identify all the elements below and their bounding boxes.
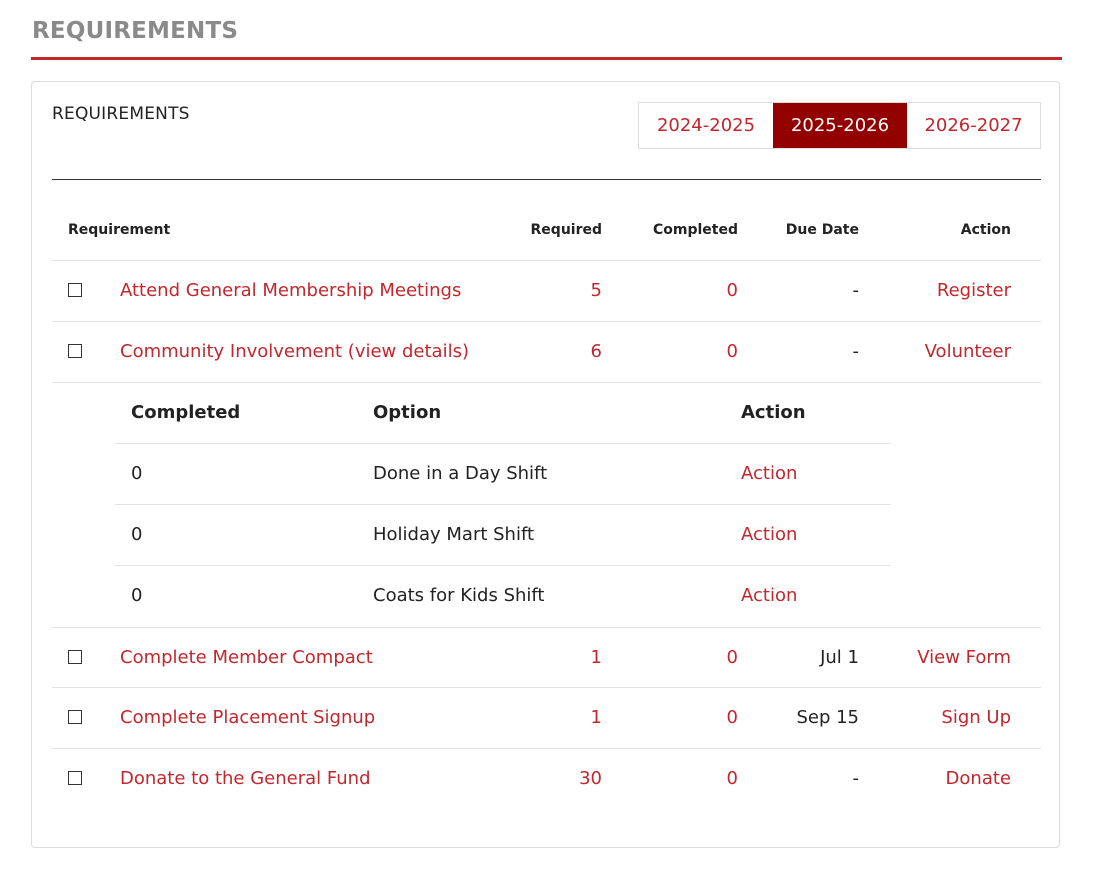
completed-count: 0 bbox=[726, 707, 738, 728]
requirements-card bbox=[31, 81, 1060, 848]
required-count: 5 bbox=[590, 280, 602, 301]
table-header bbox=[52, 180, 1041, 261]
details-completed: 0 bbox=[131, 463, 143, 484]
header-completed: Completed bbox=[652, 222, 738, 238]
header-requirement: Requirement bbox=[68, 222, 171, 238]
details-completed: 0 bbox=[131, 585, 143, 606]
due-date: Jul 1 bbox=[820, 647, 859, 668]
section-title-rule bbox=[31, 57, 1062, 60]
completed-count: 0 bbox=[726, 647, 738, 668]
checkbox[interactable] bbox=[68, 344, 82, 358]
required-count: 30 bbox=[579, 768, 602, 789]
details-row bbox=[115, 505, 891, 566]
header-due-date: Due Date bbox=[785, 222, 859, 238]
details-header-option: Option bbox=[373, 402, 442, 423]
table-row bbox=[52, 688, 1041, 749]
required-count: 1 bbox=[590, 647, 602, 668]
view-form-link[interactable]: View Form bbox=[917, 647, 1011, 668]
sign-up-link[interactable]: Sign Up bbox=[941, 707, 1011, 728]
details-action-link[interactable]: Action bbox=[741, 585, 798, 606]
header-action: Action bbox=[960, 222, 1011, 238]
required-count: 1 bbox=[590, 707, 602, 728]
checkbox[interactable] bbox=[68, 771, 82, 785]
tab-2026-2027[interactable]: 2026-2027 bbox=[924, 115, 1023, 136]
table-row bbox=[52, 261, 1041, 322]
donate-link[interactable]: Donate bbox=[945, 768, 1011, 789]
details-row bbox=[115, 566, 891, 627]
details-header-action: Action bbox=[741, 402, 806, 423]
details-row bbox=[115, 444, 891, 505]
requirement-link[interactable]: Attend General Membership Meetings bbox=[120, 280, 462, 301]
details-option: Holiday Mart Shift bbox=[373, 524, 535, 545]
header-required: Required bbox=[530, 222, 602, 238]
table-row bbox=[52, 627, 1041, 688]
tab-2025-2026-selected[interactable]: 2025-2026 bbox=[773, 103, 907, 148]
tab-2024-2025[interactable]: 2024-2025 bbox=[656, 115, 756, 136]
table-row bbox=[52, 322, 1041, 383]
volunteer-link[interactable]: Volunteer bbox=[924, 341, 1011, 362]
due-date: - bbox=[852, 768, 859, 789]
table-row bbox=[52, 749, 1041, 810]
checkbox[interactable] bbox=[68, 650, 82, 664]
completed-count: 0 bbox=[726, 768, 738, 789]
register-link[interactable]: Register bbox=[936, 280, 1011, 301]
details-action-link[interactable]: Action bbox=[741, 463, 798, 484]
card-title: REQUIREMENTS bbox=[52, 104, 190, 124]
required-count: 6 bbox=[590, 341, 602, 362]
details-option: Done in a Day Shift bbox=[373, 463, 548, 484]
checkbox[interactable] bbox=[68, 710, 82, 724]
details-option: Coats for Kids Shift bbox=[373, 585, 545, 606]
details-header-completed: Completed bbox=[131, 402, 241, 423]
requirement-link[interactable]: Complete Member Compact bbox=[120, 647, 373, 668]
due-date: Sep 15 bbox=[796, 707, 859, 728]
due-date: - bbox=[852, 280, 859, 301]
details-header bbox=[115, 383, 891, 444]
year-tabs bbox=[638, 102, 1041, 149]
requirement-link[interactable]: Donate to the General Fund bbox=[120, 768, 371, 789]
section-title: REQUIREMENTS bbox=[32, 18, 239, 44]
details-action-link[interactable]: Action bbox=[741, 524, 798, 545]
completed-count: 0 bbox=[726, 341, 738, 362]
completed-count: 0 bbox=[726, 280, 738, 301]
checkbox[interactable] bbox=[68, 283, 82, 297]
details-completed: 0 bbox=[131, 524, 143, 545]
requirement-link[interactable]: Complete Placement Signup bbox=[120, 707, 376, 728]
requirement-link[interactable]: Community Involvement (view details) bbox=[120, 341, 469, 362]
due-date: - bbox=[852, 341, 859, 362]
